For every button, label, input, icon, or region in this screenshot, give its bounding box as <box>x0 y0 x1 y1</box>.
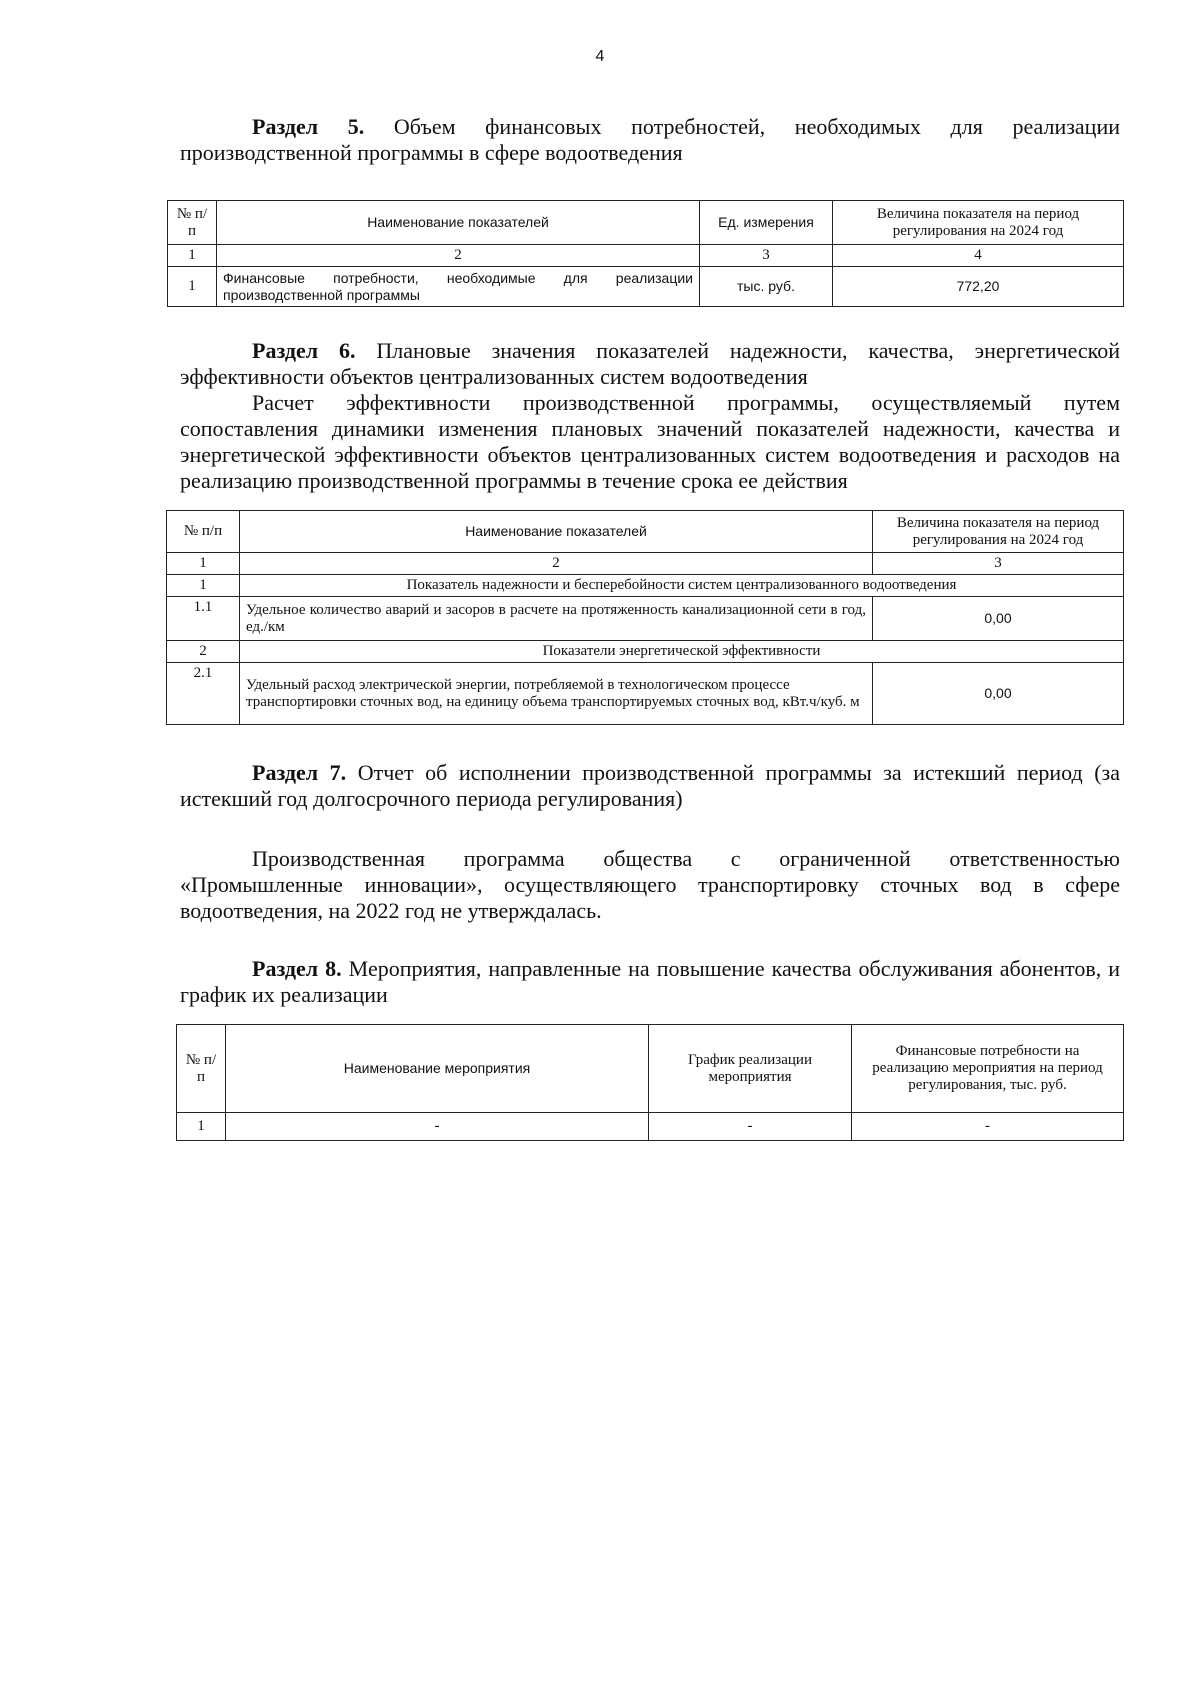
row-finance: - <box>852 1113 1124 1141</box>
section7-title: Отчет об исполнении производственной программы за истекший период (за истекший год долгосрочного периода регулирования) <box>180 760 1121 811</box>
group-number: 2 <box>167 641 240 663</box>
section8-heading <box>180 956 1120 1008</box>
row-value: 0,00 <box>873 597 1124 641</box>
section6-label: Раздел 6. <box>252 338 356 363</box>
section8-label: Раздел 8. <box>252 956 342 981</box>
row-number: 1 <box>168 267 217 307</box>
row-value: 772,20 <box>833 267 1124 307</box>
table-header-row <box>167 511 1124 553</box>
table-row <box>167 663 1124 725</box>
row-name: Удельный расход электрической энергии, потребляемой в технологическом процессе транспортировки сточных вод, на единицу объема транспортируемых сточных вод, кВт.ч/куб. м <box>240 663 873 725</box>
section8-table <box>176 1024 1124 1141</box>
row-number: 2.1 <box>167 663 240 725</box>
section7-body <box>180 846 1120 924</box>
table-row <box>177 1113 1124 1141</box>
col-number: 3 <box>873 553 1124 575</box>
header-cell: Величина показателя на период регулирования на 2024 год <box>873 511 1124 553</box>
row-number: 1 <box>177 1113 226 1141</box>
row-schedule: - <box>649 1113 852 1141</box>
group-name: Показатели энергетической эффективности <box>240 641 1124 663</box>
group-name: Показатель надежности и бесперебойности систем централизованного водоотведения <box>240 575 1124 597</box>
section7-body-text: Производственная программа общества с ограниченной ответственностью «Промышленные инновации», осуществляющего транспортировку сточных вод в сфере водоотведения, на 2022 год не утверждалась. <box>180 846 1120 923</box>
col-number: 2 <box>240 553 873 575</box>
group-row <box>167 575 1124 597</box>
row-value: 0,00 <box>873 663 1124 725</box>
section5-heading <box>180 114 1120 166</box>
header-cell: Наименование показателей <box>240 511 873 553</box>
section5-table <box>167 200 1124 307</box>
section5-title: Объем финансовых потребностей, необходимых для реализации производственной программы в сфере водоотведения <box>180 114 1120 165</box>
table-header-row <box>168 201 1124 245</box>
section5-label: Раздел 5. <box>252 114 365 139</box>
header-cell: № п/п <box>168 201 217 245</box>
group-row <box>167 641 1124 663</box>
header-cell: Наименование мероприятия <box>226 1025 649 1113</box>
row-name: Финансовые потребности, необходимые для реализации производственной программы <box>217 267 700 307</box>
group-number: 1 <box>167 575 240 597</box>
header-cell: № п/п <box>167 511 240 553</box>
section6-table <box>166 510 1124 725</box>
column-number-row <box>168 245 1124 267</box>
section7-heading <box>180 760 1120 812</box>
table-row <box>167 597 1124 641</box>
section6-heading <box>180 338 1120 390</box>
column-number-row <box>167 553 1124 575</box>
section6-title: Плановые значения показателей надежности, качества, энергетической эффективности объектов централизованных систем водоотведения <box>180 338 1120 389</box>
col-number: 2 <box>217 245 700 267</box>
col-number: 1 <box>167 553 240 575</box>
section8-title: Мероприятия, направленные на повышение качества обслуживания абонентов, и график их реализации <box>180 956 1121 1007</box>
row-name: - <box>226 1113 649 1141</box>
section7-label: Раздел 7. <box>252 760 347 785</box>
row-name: Удельное количество аварий и засоров в расчете на протяженность канализационной сети в год, ед./км <box>240 597 873 641</box>
header-cell: № п/п <box>177 1025 226 1113</box>
col-number: 3 <box>700 245 833 267</box>
header-cell: Финансовые потребности на реализацию мероприятия на период регулирования, тыс. руб. <box>852 1025 1124 1113</box>
header-cell: Ед. измерения <box>700 201 833 245</box>
header-cell: График реализации мероприятия <box>649 1025 852 1113</box>
table-row <box>168 267 1124 307</box>
header-cell: Величина показателя на период регулирования на 2024 год <box>833 201 1124 245</box>
col-number: 4 <box>833 245 1124 267</box>
col-number: 1 <box>168 245 217 267</box>
header-cell: Наименование показателей <box>217 201 700 245</box>
section6-calc-body: Расчет эффективности производственной программы, осуществляемый путем сопоставления динамики изменения плановых значений показателей надежности, качества и энергетической эффективности объектов централизованных систем водоотведения и расходов на реализацию производственной программы в течение срока ее действия <box>180 390 1120 493</box>
section6-calc-text <box>180 390 1120 494</box>
page-number: 4 <box>595 48 605 65</box>
row-unit: тыс. руб. <box>700 267 833 307</box>
row-number: 1.1 <box>167 597 240 641</box>
table-header-row <box>177 1025 1124 1113</box>
